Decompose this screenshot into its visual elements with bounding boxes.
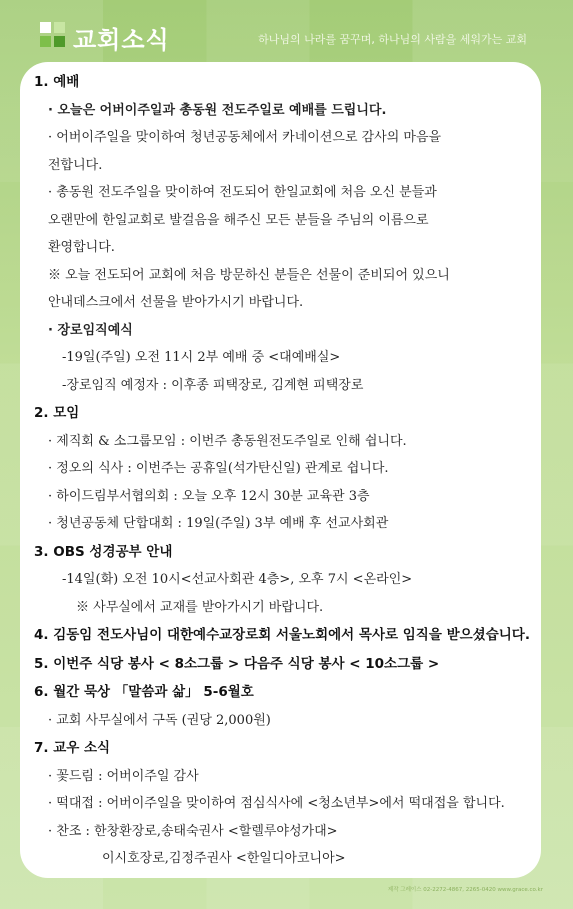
news-line: · 제직회 & 소그룹모임 : 이번주 총동원전도주일로 인해 쉽니다. — [48, 433, 407, 449]
news-line: · 총동원 전도주일을 맞이하여 전도되어 한일교회에 처음 오신 분들과 — [48, 185, 437, 200]
section-heading: 7. 교우 소식 — [34, 740, 111, 756]
news-line: -14일(화) 오전 10시<선교사회관 4층>, 오후 7시 <온라인> — [62, 572, 413, 587]
section-heading: 5. 이번주 식당 봉사 < 8소그룹 > 다음주 식당 봉사 < 10소그룹 > — [34, 655, 440, 672]
news-line: 전합니다. — [48, 157, 103, 173]
publisher-credit: 제작 그레이스 02-2272-4867, 2265-0420 www.grace.co.kr — [387, 887, 543, 893]
news-line: ※ 사무실에서 교재를 받아가시기 바랍니다. — [76, 599, 324, 615]
news-content — [34, 68, 534, 873]
news-line: · 장로임직예식 — [48, 322, 133, 338]
header — [0, 0, 573, 58]
news-line: · 꽃드림 : 어버이주일 감사 — [48, 768, 199, 784]
news-line: · 청년공동체 단합대회 : 19일(주일) 3부 예배 후 선교사회관 — [48, 516, 389, 531]
news-line: 오랜만에 한일교회로 발걸음을 해주신 모든 분들을 주님의 이름으로 — [48, 212, 429, 228]
news-line: · 오늘은 어버이주일과 총동원 전도주일로 예배를 드립니다. — [48, 102, 387, 118]
page-title: 교회소식 — [73, 26, 170, 54]
news-line: 안내데스크에서 선물을 받아가시기 바랍니다. — [48, 295, 304, 310]
news-line: ※ 오늘 전도되어 교회에 처음 방문하신 분들은 선물이 준비되어 있으니 — [48, 267, 450, 283]
section-heading: 1. 예배 — [34, 74, 80, 90]
news-line: · 찬조 : 한창환장로,송태숙권사 <할렐루야성가대> — [48, 823, 338, 839]
news-line: · 어버이주일을 맞이하여 청년공동체에서 카네이션으로 감사의 마음을 — [48, 130, 442, 145]
section-heading: 2. 모임 — [34, 405, 80, 421]
news-line: · 정오의 식사 : 이번주는 공휴일(석가탄신일) 관계로 쉽니다. — [48, 461, 389, 476]
section-heading: 6. 월간 묵상 「말씀과 삶」 5-6월호 — [34, 684, 254, 700]
church-logo-icon — [40, 22, 68, 50]
news-card — [20, 62, 541, 878]
news-line: · 떡대접 : 어버이주일을 맞이하여 점심식사에 <청소년부>에서 떡대접을 합니다. — [48, 796, 505, 811]
news-line: 환영합니다. — [48, 240, 115, 255]
section-heading: 4. 김동임 전도사님이 대한예수교장로회 서울노회에서 목사로 임직을 받으셨습니다. — [34, 627, 530, 643]
section-heading: 3. OBS 성경공부 안내 — [34, 543, 173, 560]
news-line: -19일(주일) 오전 11시 2부 예배 중 <대예배실> — [62, 350, 341, 365]
news-line: · 교회 사무실에서 구독 (권당 2,000원) — [48, 712, 271, 728]
church-slogan: 하나님의 나라를 꿈꾸며, 하나님의 사람을 세워가는 교회 — [258, 33, 527, 46]
news-line: -장로임직 예정자 : 이후종 피택장로, 김계현 피택장로 — [62, 377, 364, 393]
news-line: 이시호장로,김정주권사 <한일디아코니아> — [102, 851, 346, 866]
news-line: · 하이드림부서협의회 : 오늘 오후 12시 30분 교육관 3층 — [48, 488, 370, 504]
